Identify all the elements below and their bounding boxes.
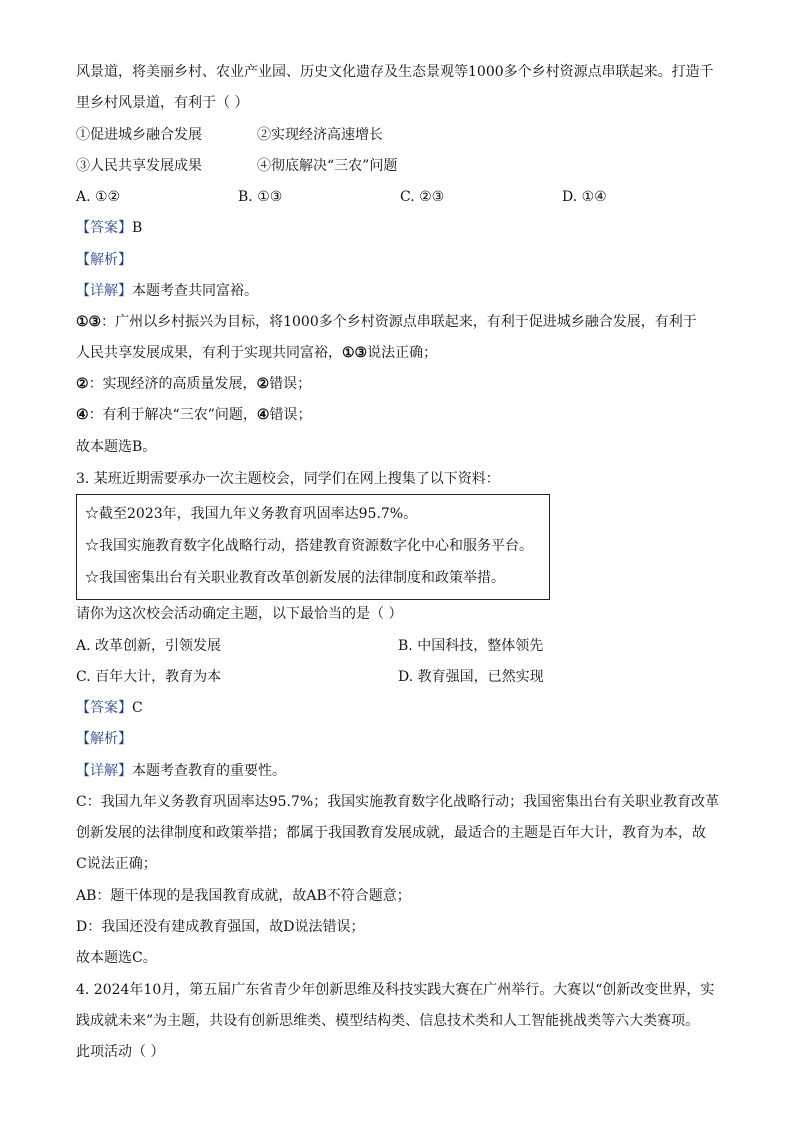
- q3-answer-tag: 【答案】: [76, 700, 132, 716]
- q2-options-row: [76, 187, 726, 207]
- q2-explain-4: [76, 405, 311, 425]
- q2-explain-1-ok-label: ①③: [342, 345, 368, 361]
- q2-explain-4-text: ：有利于解决“三农”问题，: [88, 407, 257, 423]
- q2-explain-1-ok-text: 说法正确；: [367, 345, 438, 361]
- q3-material-1: ☆截至2023年，我国九年义务教育巩固率达95.7%。: [85, 506, 418, 522]
- q4-stem-line-3: 此项活动（ ）: [76, 1044, 165, 1060]
- q2-explain-4-bad-text: 错误；: [269, 407, 312, 423]
- q3-stem: 3. 某班近期需要承办一次主题校会，同学们在网上搜集了以下资料：: [76, 471, 500, 487]
- q2-statement-1: ①促进城乡融合发展: [76, 127, 202, 143]
- q4-stem-line-1: 4. 2024年10月，第五届广东省青少年创新思维及科技实践大赛在广州举行。大赛以“创新改变世界，实: [76, 982, 715, 998]
- q2-answer-tag: 【答案】: [76, 220, 132, 236]
- q2-statement-4: ④彻底解决“三农”问题: [257, 158, 398, 174]
- q3-detail-line: [76, 761, 286, 781]
- q2-detail-tag: 【详解】: [76, 283, 132, 299]
- q3-answer: C: [132, 700, 143, 716]
- q2-statement-3: ③人民共享发展成果: [76, 158, 202, 174]
- q2-stem-line-2: 里乡村风景道，有利于（ ）: [76, 95, 249, 111]
- q2-statements-row-2: [76, 156, 726, 176]
- q2-explain-2-label: ②: [76, 376, 89, 392]
- q2-explain-4-label: ④: [76, 407, 89, 423]
- q3-answer-line: [76, 698, 143, 718]
- q2-option-c: C. ②③: [400, 189, 445, 205]
- q3-conclusion: 故本题选C。: [76, 950, 157, 966]
- q3-material-2: ☆我国实施教育数字化战略行动，搭建教育资源数字化中心和服务平台。: [85, 538, 533, 554]
- q3-option-a: A. 改革创新，引领发展: [76, 638, 222, 654]
- q2-option-a: A. ①②: [76, 189, 121, 205]
- q2-stem-line-1: 风景道，将美丽乡村、农业产业园、历史文化遗存及生态景观等1000多个乡村资源点串联起来。打造千: [76, 64, 714, 80]
- q2-explain-2-bad-text: 错误；: [269, 376, 312, 392]
- q2-answer-line: [76, 218, 142, 238]
- q3-explain-line-1: C：我国九年义务教育巩固率达95.7%；我国实施教育数字化战略行动；我国密集出台有关职业教育改革: [76, 794, 720, 810]
- q2-explain-1-line-2: [76, 343, 437, 363]
- q3-explain-line-2: 创新发展的法律制度和政策举措；都属于我国教育发展成就，最适合的主题是百年大计，教育为本，故: [76, 825, 706, 841]
- q2-answer: B: [132, 220, 143, 236]
- q2-statement-2: ②实现经济高速增长: [257, 127, 383, 143]
- q2-explain-1-label: ①③: [76, 314, 102, 330]
- q3-material-box: [76, 494, 550, 600]
- q2-explain-2: [76, 374, 311, 394]
- q2-statements-row-1: [76, 125, 726, 145]
- q2-conclusion: 故本题选B。: [76, 439, 157, 455]
- q2-explain-4-bad-label: ④: [256, 407, 270, 423]
- q3-analysis-tag: 【解析】: [76, 731, 132, 747]
- q2-explain-1-line-1: [76, 312, 697, 332]
- q2-option-b: B. ①③: [238, 189, 283, 205]
- q3-explain-line-3: C说法正确；: [76, 856, 157, 872]
- q3-option-c: C. 百年大计，教育为本: [76, 669, 222, 685]
- q3-explain-line-4: AB：题干体现的是我国教育成就，故AB不符合题意；: [76, 888, 411, 904]
- q2-option-d: D. ①④: [562, 189, 607, 205]
- q2-detail-text: 本题考查共同富裕。: [132, 283, 258, 299]
- q3-option-d: D. 教育强国，已然实现: [398, 669, 544, 685]
- q2-explain-1-text: ：广州以乡村振兴为目标，将1000多个乡村资源点串联起来，有利于促进城乡融合发展，有利于: [101, 314, 697, 330]
- q2-detail-line: [76, 281, 258, 301]
- q3-detail-tag: 【详解】: [76, 763, 132, 779]
- q2-analysis-tag: 【解析】: [76, 252, 132, 268]
- q3-options-row-1: [76, 636, 726, 656]
- q3-options-row-2: [76, 667, 726, 687]
- q4-stem-line-2: 践成就未来”为主题，共设有创新思维类、模型结构类、信息技术类和人工智能挑战类等六大类赛项。: [76, 1013, 700, 1029]
- q3-explain-line-5: D：我国还没有建成教育强国，故D说法错误；: [76, 919, 365, 935]
- q3-question: 请你为这次校会活动确定主题，以下最恰当的是（ ）: [76, 606, 403, 622]
- q2-explain-2-bad-label: ②: [256, 376, 270, 392]
- q3-option-b: B. 中国科技，整体领先: [398, 638, 544, 654]
- q3-material-3: ☆我国密集出台有关职业教育改革创新发展的法律制度和政策举措。: [85, 570, 505, 586]
- q2-explain-2-text: ：实现经济的高质量发展，: [88, 376, 257, 392]
- q3-detail-text: 本题考查教育的重要性。: [132, 763, 286, 779]
- q2-explain-1-cont: 人民共享发展成果，有利于实现共同富裕，: [76, 345, 342, 361]
